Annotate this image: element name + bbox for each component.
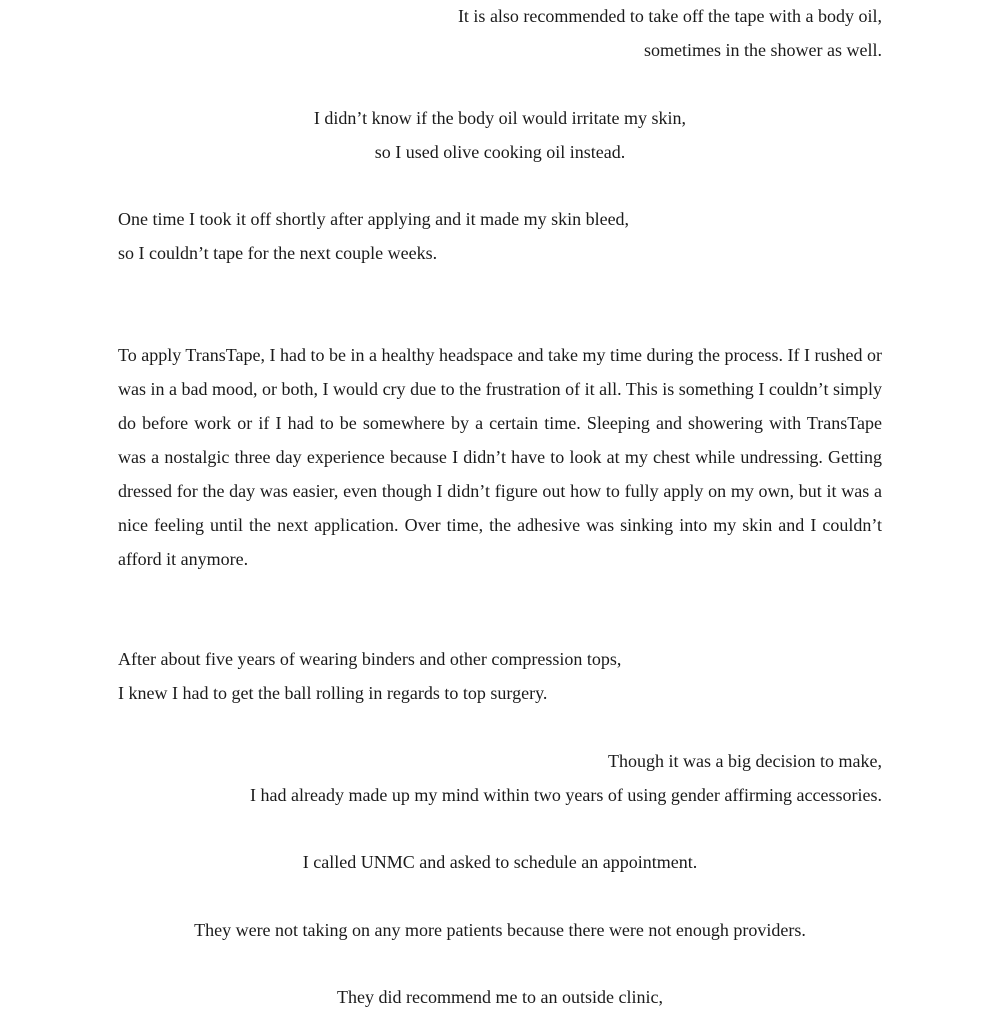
text-line: One time I took it off shortly after applying and it made my skin bleed, — [118, 209, 630, 229]
text-line: I knew I had to get the ball rolling in regards to top surgery. — [118, 683, 548, 703]
paragraph-text: To apply TransTape, I had to be in a healthy headspace and take my time during the process. If I rushed or was in a bad mood, or both, I would cry due to the frustration of it all. This is something I couldn’t simply do before work or if I had to be somewhere by a certain time. Sleeping and showering with TransTape was a nostalgic three day experience because I didn’t have to look at my chest while undressing. Getting dressed for the day was easier, even though I didn’t figure out how to fully apply on my own, but it was a nice feeling until the next application. Over time, the adhesive was sinking into my skin and I couldn’t afford it anymore. — [118, 345, 882, 569]
text-line: After about five years of wearing binders and other compression tops, — [118, 649, 622, 669]
text-line: sometimes in the shower as well. — [644, 40, 882, 60]
text-line: They did recommend me to an outside clinic, — [337, 987, 663, 1007]
text-line: It is also recommended to take off the tape with a body oil, — [457, 6, 882, 26]
body-paragraph — [118, 338, 882, 576]
text-line: I called UNMC and asked to schedule an appointment. — [302, 852, 698, 872]
text-line: I had already made up my mind within two years of using gender affirming accessories. — [250, 785, 882, 805]
text-line: Though it was a big decision to make, — [608, 751, 882, 771]
text-line: I didn’t know if the body oil would irritate my skin, — [313, 108, 687, 128]
text-line: so I used olive cooking oil instead. — [374, 142, 626, 162]
text-line: so I couldn’t tape for the next couple weeks. — [118, 243, 438, 263]
text-line: They were not taking on any more patients because there were not enough providers. — [194, 920, 806, 940]
